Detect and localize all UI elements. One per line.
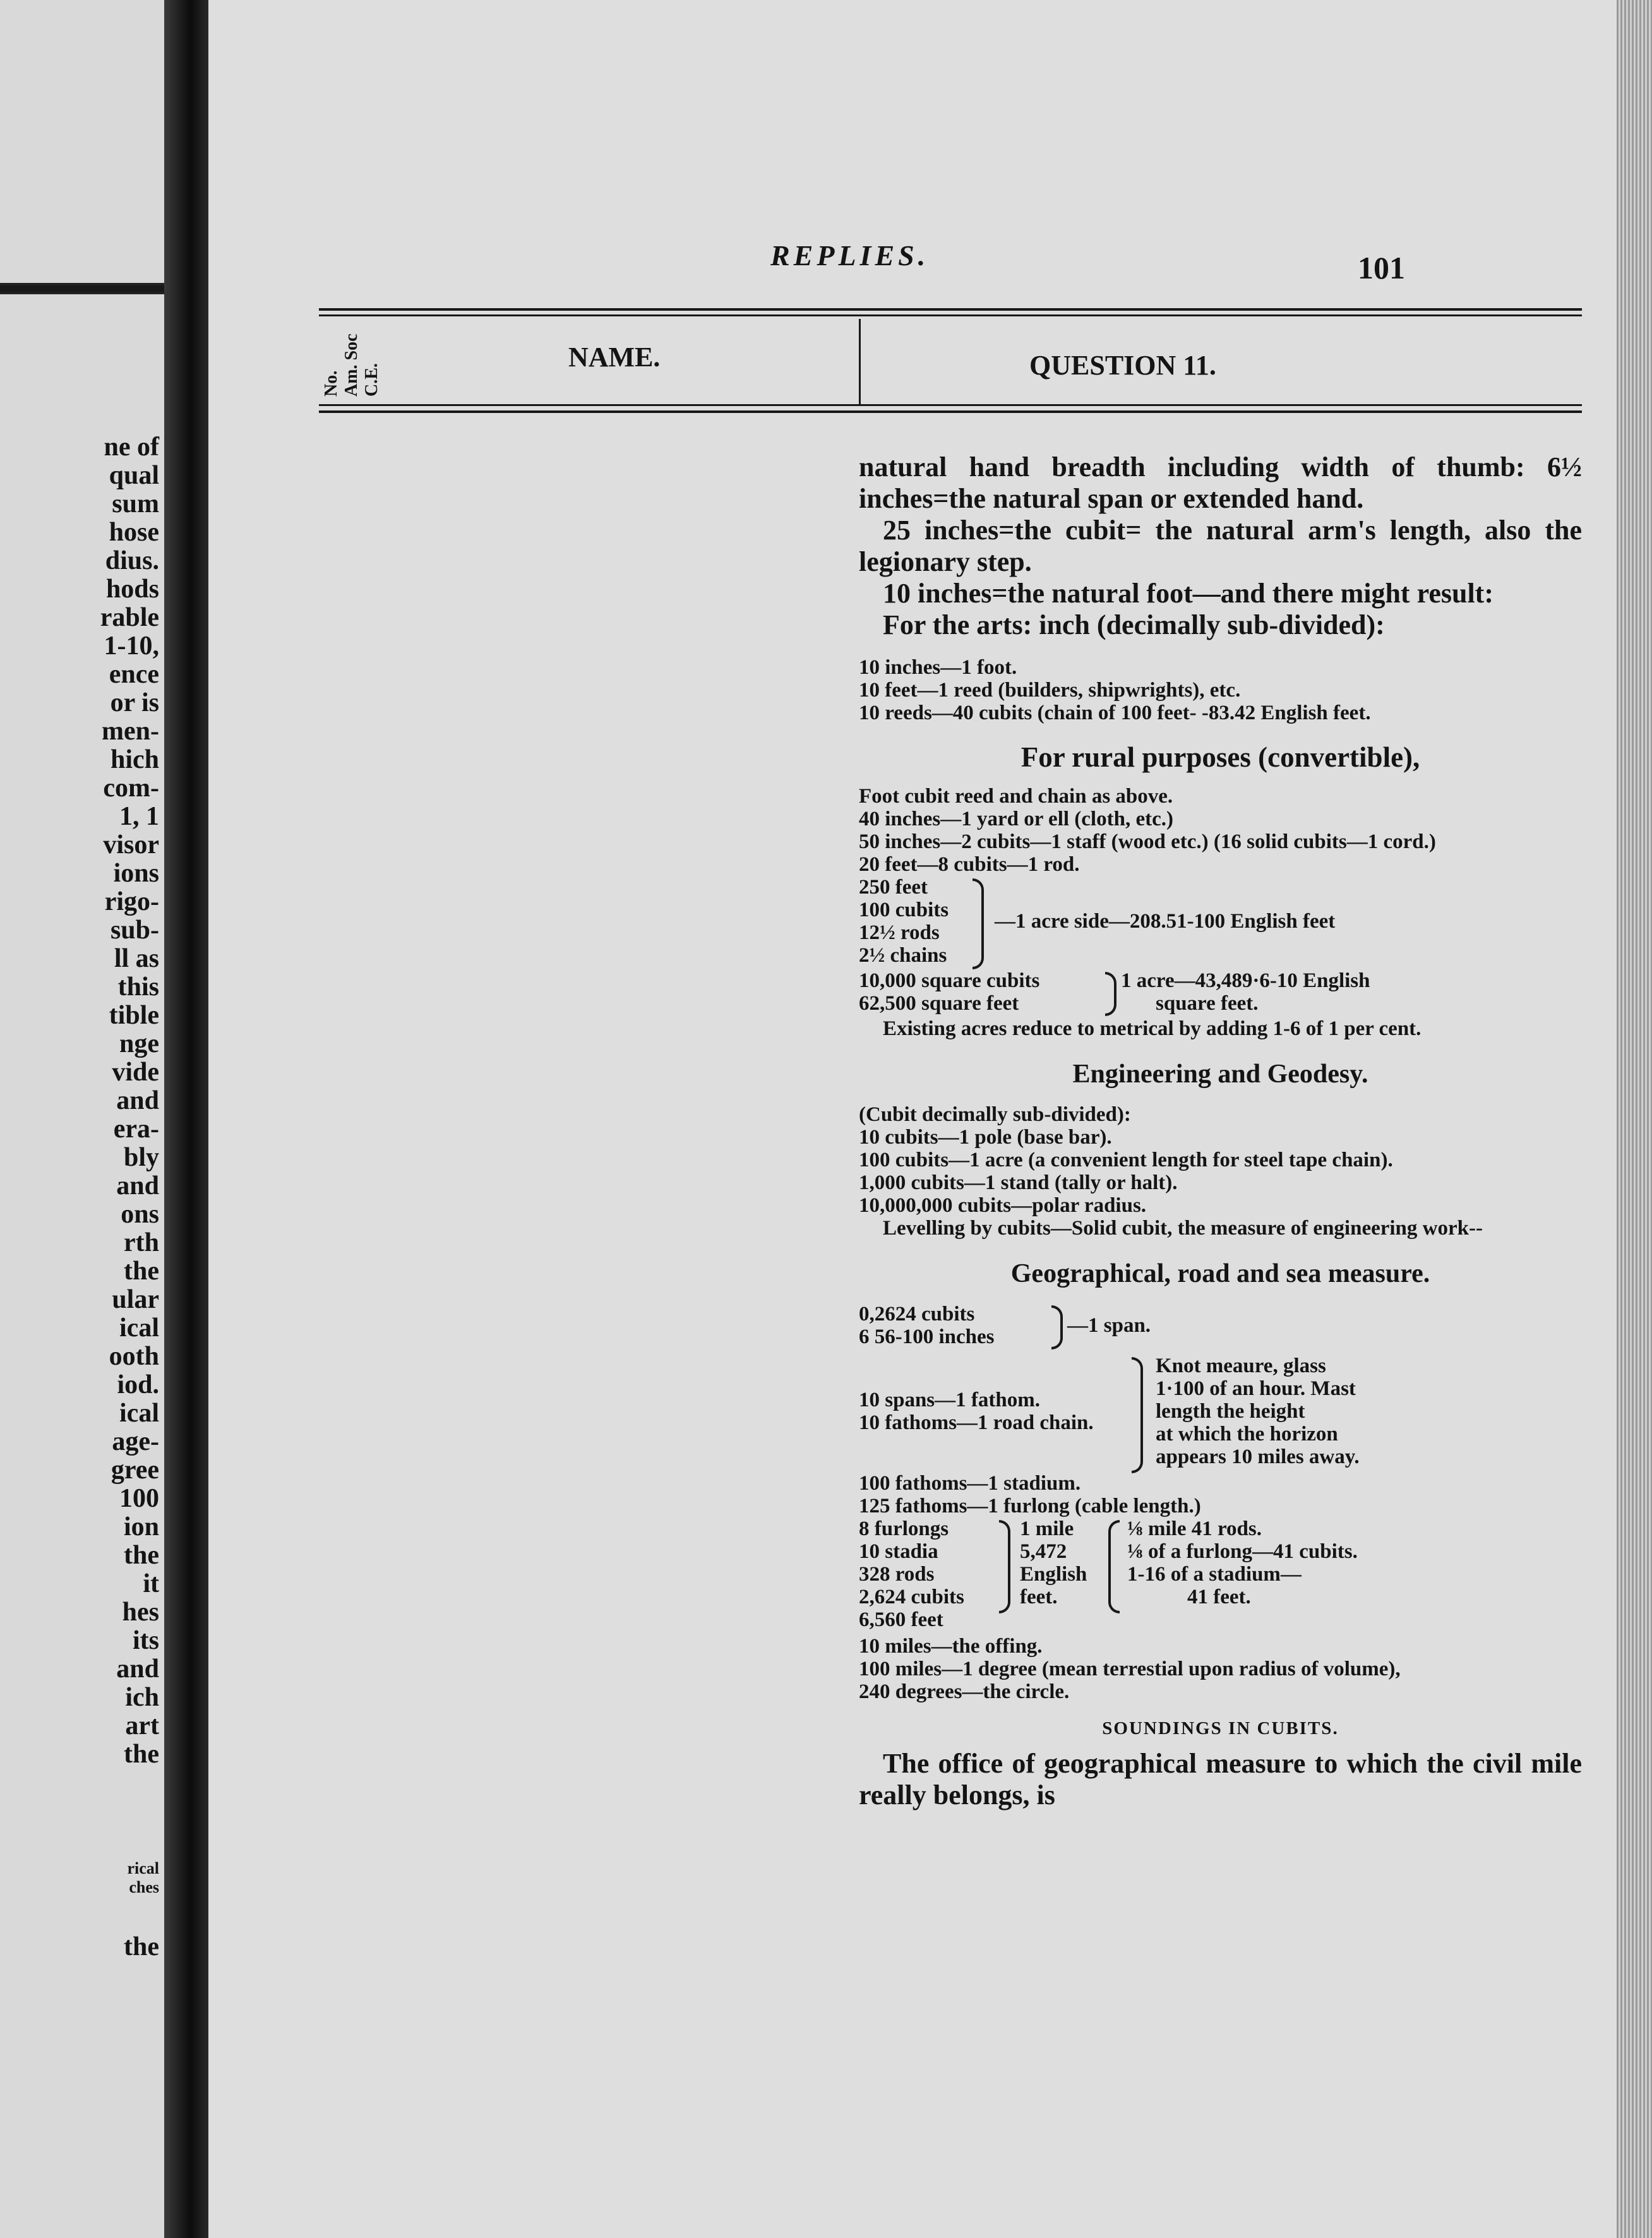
- column-number-soc: Am. Soc: [342, 333, 361, 397]
- adjacent-page-text: com-: [103, 774, 159, 803]
- adjacent-page-text: sum: [112, 489, 159, 518]
- mile-item: 8 furlongs: [859, 1517, 949, 1540]
- rural-line: 40 inches—1 yard or ell (cloth, etc.): [859, 808, 1173, 830]
- acre-item: 10,000 square cubits: [859, 969, 1040, 992]
- mile-mid: 1 mile: [1020, 1517, 1074, 1540]
- span-group: [859, 1303, 1582, 1351]
- adjacent-page-text: men-: [102, 717, 159, 746]
- adjacent-page-text: rable: [100, 603, 159, 632]
- mile-item: 2,624 cubits: [859, 1586, 964, 1608]
- acre-side-group: [859, 876, 1582, 969]
- document-page: [208, 0, 1617, 2238]
- book-gutter: [164, 0, 208, 2238]
- adjacent-page-text: ion: [123, 1512, 159, 1541]
- adjacent-page-text: dius.: [105, 546, 159, 575]
- mile-item: 10 stadia: [859, 1540, 938, 1563]
- header-rule-top: [319, 308, 1582, 311]
- adjacent-page-text: rigo-: [104, 887, 159, 916]
- adjacent-page-text: visor: [103, 830, 159, 859]
- adjacent-page-text: ence: [109, 660, 159, 689]
- section-heading-geographical: Geographical, road and sea measure.: [1010, 1259, 1430, 1288]
- adjacent-page-text: age-: [112, 1427, 159, 1456]
- adjacent-page-text: sub-: [110, 916, 159, 945]
- mile-right: 41 feet.: [1187, 1586, 1251, 1608]
- adjacent-page-text: ical: [119, 1313, 159, 1343]
- running-head: REPLIES.: [770, 239, 930, 272]
- brace: [973, 878, 984, 969]
- mile-right: 1-16 of a stadium—: [1127, 1563, 1302, 1586]
- mile-right: ⅛ mile 41 rods.: [1127, 1517, 1262, 1540]
- section-heading-engineering: Engineering and Geodesy.: [1072, 1060, 1368, 1089]
- span-item: 6 56-100 inches: [859, 1325, 995, 1348]
- section-heading-rural: For rural purposes (convertible),: [1021, 741, 1420, 773]
- brace: [1108, 1520, 1120, 1613]
- adjacent-page-text: hose: [109, 518, 159, 547]
- fathom-item: 10 spans—1 fathom.: [859, 1389, 1040, 1411]
- question-11-column: [859, 452, 1582, 1811]
- adjacent-page-text: the: [124, 1740, 159, 1769]
- adjacent-page-text: ular: [112, 1285, 159, 1314]
- body-paragraph: For the arts: inch (decimally sub-divided):: [883, 609, 1385, 640]
- adjacent-page-text: art: [125, 1711, 159, 1740]
- adjacent-page-footnote: rical: [127, 1859, 159, 1877]
- knot-line: at which the horizon: [1156, 1423, 1338, 1445]
- adjacent-page-text: and: [116, 1171, 159, 1200]
- mile-mid: feet.: [1020, 1586, 1058, 1608]
- acre-result: 1 acre—43,489·6-10 English: [1121, 969, 1370, 992]
- acre-side-item: 100 cubits: [859, 899, 949, 921]
- engineering-line: 10 cubits—1 pole (base bar).: [859, 1126, 1112, 1149]
- adjacent-page-text: vide: [112, 1058, 159, 1087]
- adjacent-page-text: hes: [122, 1598, 159, 1627]
- engineering-line: 100 cubits—1 acre (a convenient length for steel tape chain).: [859, 1149, 1393, 1171]
- adjacent-page-fragment: [0, 0, 164, 2238]
- adjacent-page-text: qual: [109, 461, 159, 490]
- body-paragraph: 10 inches=the natural foot—and there might result:: [883, 578, 1493, 609]
- existing-acres-note: Existing acres reduce to metrical by adding 1-6 of 1 per cent.: [883, 1017, 1422, 1040]
- adjacent-page-text: iod.: [117, 1370, 159, 1399]
- header-rule-bottom-2: [319, 410, 1582, 413]
- adjacent-page-text: bly: [123, 1143, 159, 1172]
- adjacent-page-text: gree: [111, 1456, 159, 1485]
- column-question-label: QUESTION 11.: [1029, 350, 1216, 381]
- adjacent-page-text: tible: [109, 1001, 159, 1030]
- acre-side-item: 2½ chains: [859, 944, 947, 967]
- rural-line: 50 inches—2 cubits—1 staff (wood etc.) (16 solid cubits—1 cord.): [859, 830, 1436, 853]
- adjacent-page-text: its: [133, 1626, 159, 1655]
- adjacent-page-text: ons: [121, 1200, 159, 1229]
- rural-line: Foot cubit reed and chain as above.: [859, 785, 1173, 808]
- column-divider: [859, 319, 861, 405]
- adjacent-page-text: hods: [105, 575, 159, 604]
- body-paragraph: 25 inches=the cubit= the natural arm's length, also the legionary step.: [859, 515, 1582, 577]
- acre-item: 62,500 square feet: [859, 992, 1019, 1015]
- adjacent-page-text: ions: [113, 859, 159, 888]
- adjacent-page-rule: [0, 283, 164, 294]
- acre-side-item: 250 feet: [859, 876, 928, 899]
- mile-item: 328 rods: [859, 1563, 935, 1586]
- header-rule-bottom: [319, 404, 1582, 406]
- acre-side-result: —1 acre side—208.51-100 English feet: [995, 910, 1336, 933]
- mile-right: ⅛ of a furlong—41 cubits.: [1127, 1540, 1358, 1563]
- adjacent-page-text: ich: [125, 1683, 159, 1712]
- adjacent-page-text: ical: [119, 1399, 159, 1428]
- body-paragraph: The office of geographical measure to which the civil mile really belongs, is: [859, 1748, 1582, 1810]
- adjacent-page-text: and: [116, 1655, 159, 1684]
- fathom-item: 10 fathoms—1 road chain.: [859, 1411, 1094, 1434]
- mile-group: [859, 1517, 1582, 1635]
- fathom-group: [859, 1355, 1582, 1472]
- column-number-label: [322, 308, 407, 403]
- stadium-line: 125 fathoms—1 furlong (cable length.): [859, 1495, 1201, 1517]
- tail-line: 10 miles—the offing.: [859, 1635, 1043, 1658]
- adjacent-page-text: and: [116, 1086, 159, 1115]
- engineering-line: 1,000 cubits—1 stand (tally or halt).: [859, 1171, 1178, 1194]
- knot-line: length the height: [1156, 1400, 1305, 1423]
- span-result: —1 span.: [1067, 1314, 1151, 1337]
- stadium-line: 100 fathoms—1 stadium.: [859, 1472, 1081, 1495]
- header-rule-top-2: [319, 314, 1582, 316]
- adjacent-page-text: ooth: [109, 1342, 159, 1371]
- adjacent-page-text: era-: [113, 1115, 159, 1144]
- adjacent-page-text: 100: [119, 1484, 159, 1513]
- acre-side-item: 12½ rods: [859, 921, 940, 944]
- span-item: 0,2624 cubits: [859, 1303, 975, 1325]
- knot-line: appears 10 miles away.: [1156, 1445, 1360, 1468]
- acre-group: [859, 969, 1582, 1017]
- adjacent-page-text: hich: [110, 745, 159, 774]
- engineering-line: 10,000,000 cubits—polar radius.: [859, 1194, 1147, 1217]
- brace: [1132, 1357, 1143, 1473]
- body-paragraph: natural hand breadth including width of thumb: 6½ inches=the natural span or extended hand.: [859, 452, 1582, 514]
- adjacent-page-text: the: [124, 1257, 159, 1286]
- arts-line: 10 reeds—40 cubits (chain of 100 feet- -83.42 English feet.: [859, 702, 1371, 724]
- adjacent-page-text: the: [124, 1932, 159, 1961]
- adjacent-page-text: it: [143, 1569, 159, 1598]
- adjacent-page-text: rth: [124, 1228, 159, 1257]
- brace: [1051, 1305, 1063, 1349]
- column-number-ce: C.E.: [362, 363, 381, 397]
- rural-line: 20 feet—8 cubits—1 rod.: [859, 853, 1080, 876]
- knot-line: 1·100 of an hour. Mast: [1156, 1377, 1356, 1400]
- adjacent-page-text: or is: [110, 688, 159, 717]
- mile-mid: English: [1020, 1563, 1087, 1586]
- arts-line: 10 feet—1 reed (builders, shipwrights), etc.: [859, 679, 1241, 702]
- mile-mid: 5,472: [1020, 1540, 1067, 1563]
- tail-line: 100 miles—1 degree (mean terrestial upon radius of volume),: [859, 1658, 1401, 1680]
- acre-result: square feet.: [1156, 992, 1259, 1015]
- section-heading-soundings: SOUNDINGS IN CUBITS.: [1102, 1718, 1339, 1738]
- brace: [1105, 972, 1116, 1016]
- adjacent-page-footnote: ches: [129, 1878, 159, 1896]
- mile-item: 6,560 feet: [859, 1608, 943, 1631]
- adjacent-page-text: 1-10,: [104, 631, 159, 661]
- adjacent-page-text: 1, 1: [119, 802, 159, 831]
- tail-line: 240 degrees—the circle.: [859, 1680, 1070, 1703]
- adjacent-page-text: ne of: [104, 433, 159, 462]
- adjacent-page-text: nge: [119, 1029, 159, 1058]
- page-edge: [1617, 0, 1652, 2238]
- adjacent-page-text: this: [117, 972, 159, 1002]
- arts-line: 10 inches—1 foot.: [859, 656, 1017, 679]
- brace: [999, 1520, 1010, 1613]
- adjacent-page-text: ll as: [114, 944, 159, 973]
- column-name-label: NAME.: [568, 342, 661, 373]
- page-number: 101: [1358, 250, 1405, 285]
- adjacent-page-text: the: [124, 1541, 159, 1570]
- column-number-no: No.: [321, 370, 341, 397]
- engineering-line: Levelling by cubits—Solid cubit, the measure of engineering work--: [883, 1217, 1483, 1240]
- knot-line: Knot meaure, glass: [1156, 1355, 1326, 1377]
- engineering-line: (Cubit decimally sub-divided):: [859, 1103, 1131, 1126]
